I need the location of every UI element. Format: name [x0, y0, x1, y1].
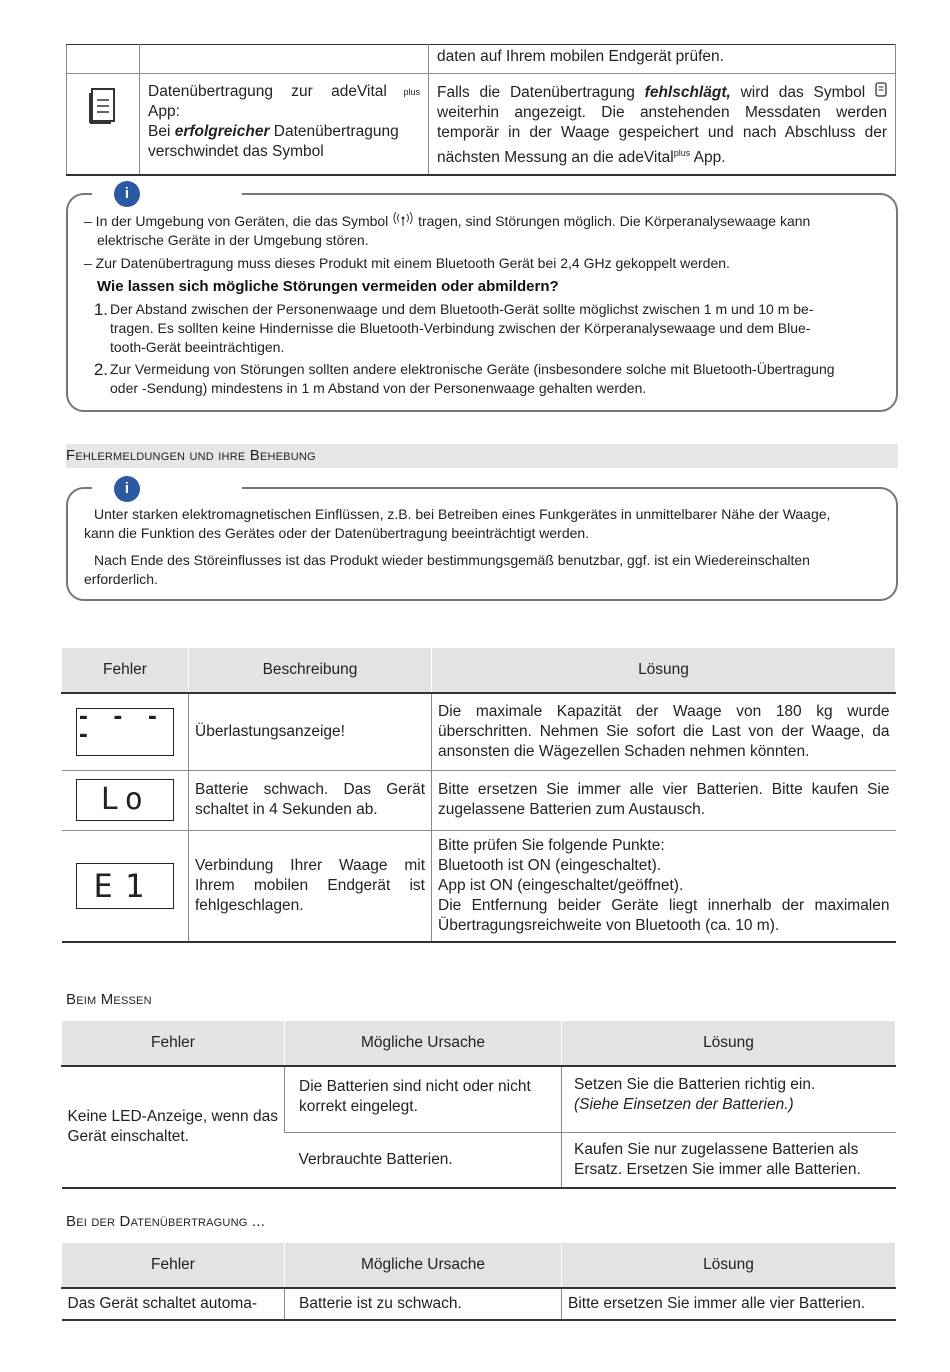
row1-solution — [429, 45, 896, 74]
item2-a: Zur Vermeidung von Störungen sollten andere elektronische Geräte (insbesondere solche mit Bluetooth-Übertragung — [110, 361, 835, 377]
item1-a: Der Abstand zwischen der Personenwaage und dem Bluetooth-Gerät sollte möglichst zwischen 1 m und 10 m be- — [110, 301, 814, 317]
table-row — [62, 770, 896, 830]
cause-cell: Die Batterien sind nicht oder nicht korrekt eingelegt. — [285, 1066, 562, 1132]
table-row — [62, 1288, 896, 1320]
item1-text — [110, 300, 814, 357]
solution-line: Bitte prüfen Sie folgende Punkte: — [438, 836, 665, 854]
desc-cell: Überlastungsanzeige! — [189, 693, 432, 770]
solution-cell: Kaufen Sie nur zugelassene Batterien als Ersatz. Ersetzen Sie immer alle Batterien. — [562, 1132, 896, 1188]
empty-desc-cell — [140, 45, 429, 74]
document-icon — [89, 88, 117, 130]
display-cell — [62, 830, 189, 942]
item2-num: 2. — [93, 360, 108, 379]
desc-cell: Verbindung Ihrer Waage mit Ihrem mobilen Endgerät ist fehlgeschlagen. — [189, 830, 432, 942]
section-title-faults: Fehlermeldungen und ihre Behebung — [66, 447, 316, 464]
para1-b: kann die Funktion des Gerätes oder der Datenübertragung beeinträchtigt werden. — [84, 525, 590, 541]
solution-cell — [562, 1066, 896, 1132]
section-title-measure: Beim Messen — [66, 991, 152, 1008]
desc-line3-a: Bei — [148, 123, 175, 140]
cause-cell: Batterie ist zu schwach. — [285, 1288, 562, 1320]
small-document-icon — [875, 84, 887, 101]
item1 — [84, 300, 884, 357]
symbol-table — [66, 44, 896, 176]
lcd-connection-error — [76, 863, 174, 909]
item2 — [84, 360, 884, 398]
question: Wie lassen sich mögliche Störungen vermeiden oder abmildern? — [97, 278, 559, 295]
sol-c: wird das Symbol — [730, 84, 866, 101]
solution-cell: Die maximale Kapazität der Waage von 180 kg wurde überschritten. Nehmen Sie sofort die Last von der Waage, da ansonsten die Wägezellen Schaden nehmen könnten. — [432, 693, 896, 770]
header-ursache: Mögliche Ursache — [285, 1021, 562, 1066]
sol-e: App. — [690, 149, 726, 167]
desc-line1-text: Datenübertragung zur adeVital — [148, 83, 387, 100]
item1-c: tooth-Gerät beeinträchtigen. — [110, 339, 285, 355]
bullet1-a: – In der Umgebung von Geräten, die das Symbol — [84, 213, 389, 229]
desc-line4: verschwindet das Symbol — [148, 143, 324, 160]
lcd-low-battery — [76, 779, 174, 821]
header-loesung: Lösung — [432, 648, 896, 693]
info-box-1-content — [84, 212, 884, 398]
header-loesung: Lösung — [562, 1021, 896, 1066]
desc-line2: App: — [148, 103, 180, 120]
row2-solution — [429, 74, 896, 176]
section-title-transfer: Bei der Datenübertragung ... — [66, 1213, 265, 1230]
para2-a: Nach Ende des Störeinflusses ist das Produkt wieder bestimmungsgemäß benutzbar, ggf. ist ein Wiedereinschalten — [94, 552, 810, 568]
display-cell — [62, 693, 189, 770]
cause-cell: Verbrauchte Batterien. — [285, 1132, 562, 1188]
header-loesung: Lösung — [562, 1243, 896, 1288]
lcd-connection-error-text: E1 — [93, 866, 157, 905]
header-beschreibung: Beschreibung — [189, 648, 432, 693]
solution-cell: Bitte ersetzen Sie immer alle vier Batterien. Bitte kaufen Sie zugelassene Batterien zum Austausch. — [432, 770, 896, 830]
para2-b: erforderlich. — [84, 571, 158, 587]
header-ursache: Mögliche Ursache — [285, 1243, 562, 1288]
sol-d: weiterhin angezeigt. Die anstehenden Messdaten werden temporär in der Waage gespeichert und nach Abschluss der nächsten Messung an die adeVital — [437, 104, 887, 167]
solution-line: Bluetooth ist ON (eingeschaltet). — [438, 856, 662, 874]
item2-text — [110, 360, 835, 398]
info-box-2-content — [84, 505, 884, 589]
item2-b: oder -Sendung) mindestens in 1 m Abstand von der Personenwaage gehalten werden. — [110, 380, 647, 396]
solution-b: (Siehe Einsetzen der Batterien.) — [574, 1096, 794, 1113]
solution-cell — [432, 830, 896, 942]
lcd-low-battery-text: Lo — [100, 782, 149, 817]
desc-line3-b: erfolgreicher — [174, 123, 270, 140]
bullet1-c: elektrische Geräte in der Umgebung stören. — [97, 232, 369, 248]
measure-table — [61, 1021, 896, 1189]
header-fehler: Fehler — [62, 1243, 285, 1288]
para1-a: Unter starken elektromagnetischen Einflüssen, z.B. bei Betreiben eines Funkgerätes in unmittelbarer Nähe der Waage, — [94, 506, 831, 522]
transfer-table — [61, 1243, 896, 1321]
desc-sup: plus — [403, 87, 420, 97]
row2-description — [140, 74, 429, 176]
lcd-overload — [76, 704, 174, 756]
header-fehler: Fehler — [62, 1021, 285, 1066]
radio-wave-icon — [392, 212, 414, 231]
sol-sup: plus — [673, 148, 691, 158]
error-table — [61, 648, 896, 943]
fault-cell: Keine LED-Anzeige, wenn das Gerät einschaltet. — [62, 1066, 285, 1188]
bullet2: – Zur Datenübertragung muss dieses Produkt mit einem Bluetooth Gerät bei 2,4 GHz gekoppelt werden. — [84, 255, 730, 271]
empty-icon-cell — [67, 45, 140, 74]
item1-num: 1. — [93, 300, 108, 319]
table-row — [62, 830, 896, 942]
solution-line: App ist ON (eingeschaltet/geöffnet). — [438, 876, 684, 894]
lcd-overload-text: - - - - — [76, 704, 163, 748]
solution-a: Setzen Sie die Batterien richtig ein. — [574, 1076, 816, 1093]
desc-line1 — [148, 82, 420, 102]
bullet1 — [84, 212, 884, 231]
sol-a: Falls die Datenübertragung — [437, 84, 645, 101]
header-fehler: Fehler — [62, 648, 189, 693]
table-row — [62, 693, 896, 770]
table-row — [62, 1066, 896, 1132]
desc-line3 — [148, 122, 420, 142]
solution-line: Die Entfernung beider Geräte liegt innerhalb der maximalen Übertragungsreichweite von Bluetooth (ca. 10 m). — [438, 896, 890, 934]
section-bar-faults — [66, 444, 898, 468]
item1-b: tragen. Es sollten keine Hindernisse die Bluetooth-Verbindung zwischen der Körperanalysewaage und dem Blue- — [110, 320, 811, 336]
sol-b: fehlschlägt, — [644, 84, 731, 101]
info-icon: i — [114, 181, 140, 207]
display-cell — [62, 770, 189, 830]
desc-cell: Batterie schwach. Das Gerät schaltet in 4 Sekunden ab. — [189, 770, 432, 830]
desc-line3-c: Datenübertragung — [269, 123, 399, 140]
info-icon: i — [114, 476, 140, 502]
solution-cell: Bitte ersetzen Sie immer alle vier Batterien. — [562, 1288, 896, 1320]
bullet1-b: tragen, sind Störungen möglich. Die Körperanalysewaage kann — [418, 213, 811, 229]
document-icon-cell — [67, 74, 140, 176]
fault-cell: Das Gerät schaltet automa- — [62, 1288, 285, 1320]
row1-solution-text: daten auf Ihrem mobilen Endgerät prüfen. — [437, 48, 724, 65]
